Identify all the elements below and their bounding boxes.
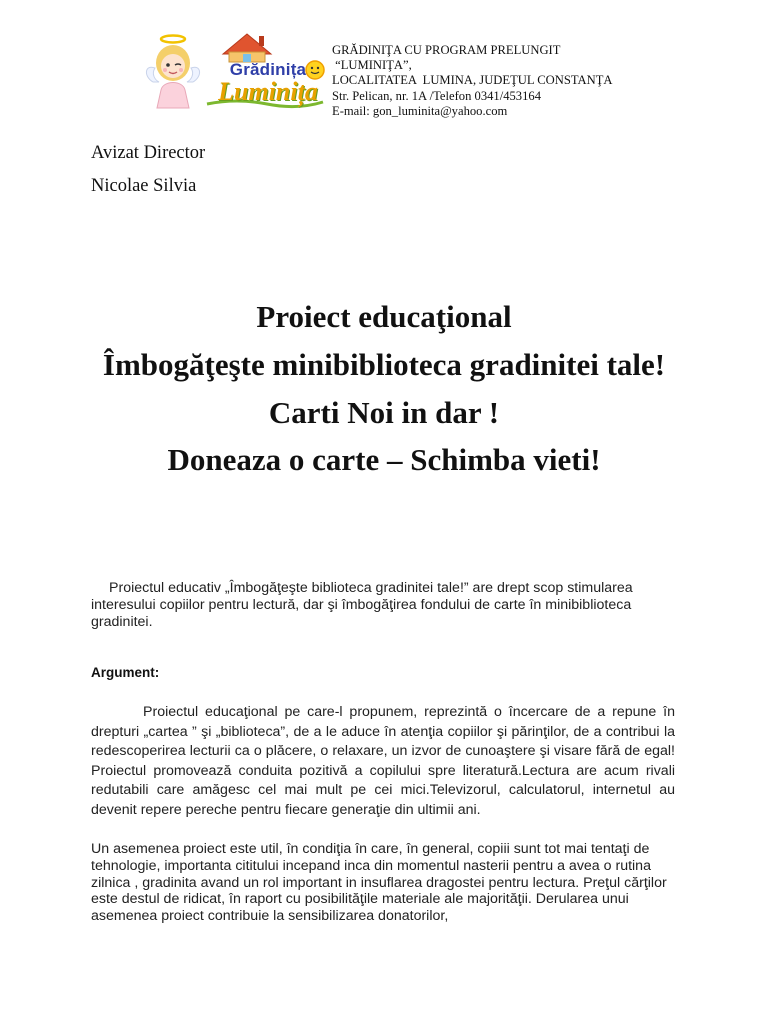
header-line-title: “LUMINIŢA”, [332,58,412,73]
header-line-name: GRĂDINIŢA CU PROGRAM PRELUNGIT [332,43,561,57]
logo-text [203,60,333,105]
approval-block [91,137,205,203]
title-donate-book: Doneaza o carte – Schimba vieti! [167,442,601,477]
argument-paragraph-1: Proiectul educaţional pe care-l propunem, reprezintă o încercare de a repune în drepturi „cartea ” şi „biblioteca”, de a le aduce în atenţia copiilor şi părinţilor, de a contribui la redescoperirea lecturii ca o plăcere, o relaxare, un izvor de cunoaştere şi visare fără de egal! Proiectul promovează conduita pozitivă a copilului spre literatură.Lectura are acum rivali redutabili care amăgesc cel mai mult pe cei mici.Televizorul, calculatorul, internetul au devenit repere pereche pentru fiecare generaţie din ultimii ani. [91,704,675,818]
title-enrich-library: Îmbogăţeşte minibiblioteca gradinitei tale! [102,347,666,382]
kindergarten-logo [145,30,330,112]
approval-label: Avizat Director [91,143,206,163]
institution-header [332,43,613,119]
header-line-locality: LOCALITATEA LUMINA, JUDEŢUL CONSTANŢA [332,73,613,88]
logo-line2: Luminița [218,77,318,106]
logo-line1: Grădinița [229,60,307,79]
argument-heading: Argument: [91,665,160,680]
title-project: Proiect educaţional [256,299,512,334]
intro-text: Proiectul educativ „Îmbogăţeşte biblioteca gradinitei tale!” are drept scop stimularea interesului copiilor pentru lectură, dar şi îmbogăţirea fondului de carte în minibiblioteca gradinitei. [91,580,633,630]
header-line-address: Str. Pelican, nr. 1A /Telefon 0341/453164 [332,88,541,103]
intro-paragraph [91,580,681,631]
title-new-books: Carti Noi in dar ! [268,395,500,430]
project-titles [60,298,708,478]
approval-name: Nicolae Silvia [91,176,197,196]
argument-paragraph-2: Un asemenea proiect este util, în condiţia în care, în general, copiii sunt tot mai tentaţi de tehnologie, importanta cititului incepand inca din momentul nasterii pentru a avea o rutina zilnica , gradinita avand un rol important in insuflarea dragostei pentru lectura. Preţul cărţilor este destul de ridicat, în raport cu posibilităţile materiale ale majorităţii. Derularea unui asemenea proiect contribuie la sensibilizarea donatorilor, [91,841,667,925]
header-line-email: E-mail: gon_luminita@yahoo.com [332,103,508,118]
